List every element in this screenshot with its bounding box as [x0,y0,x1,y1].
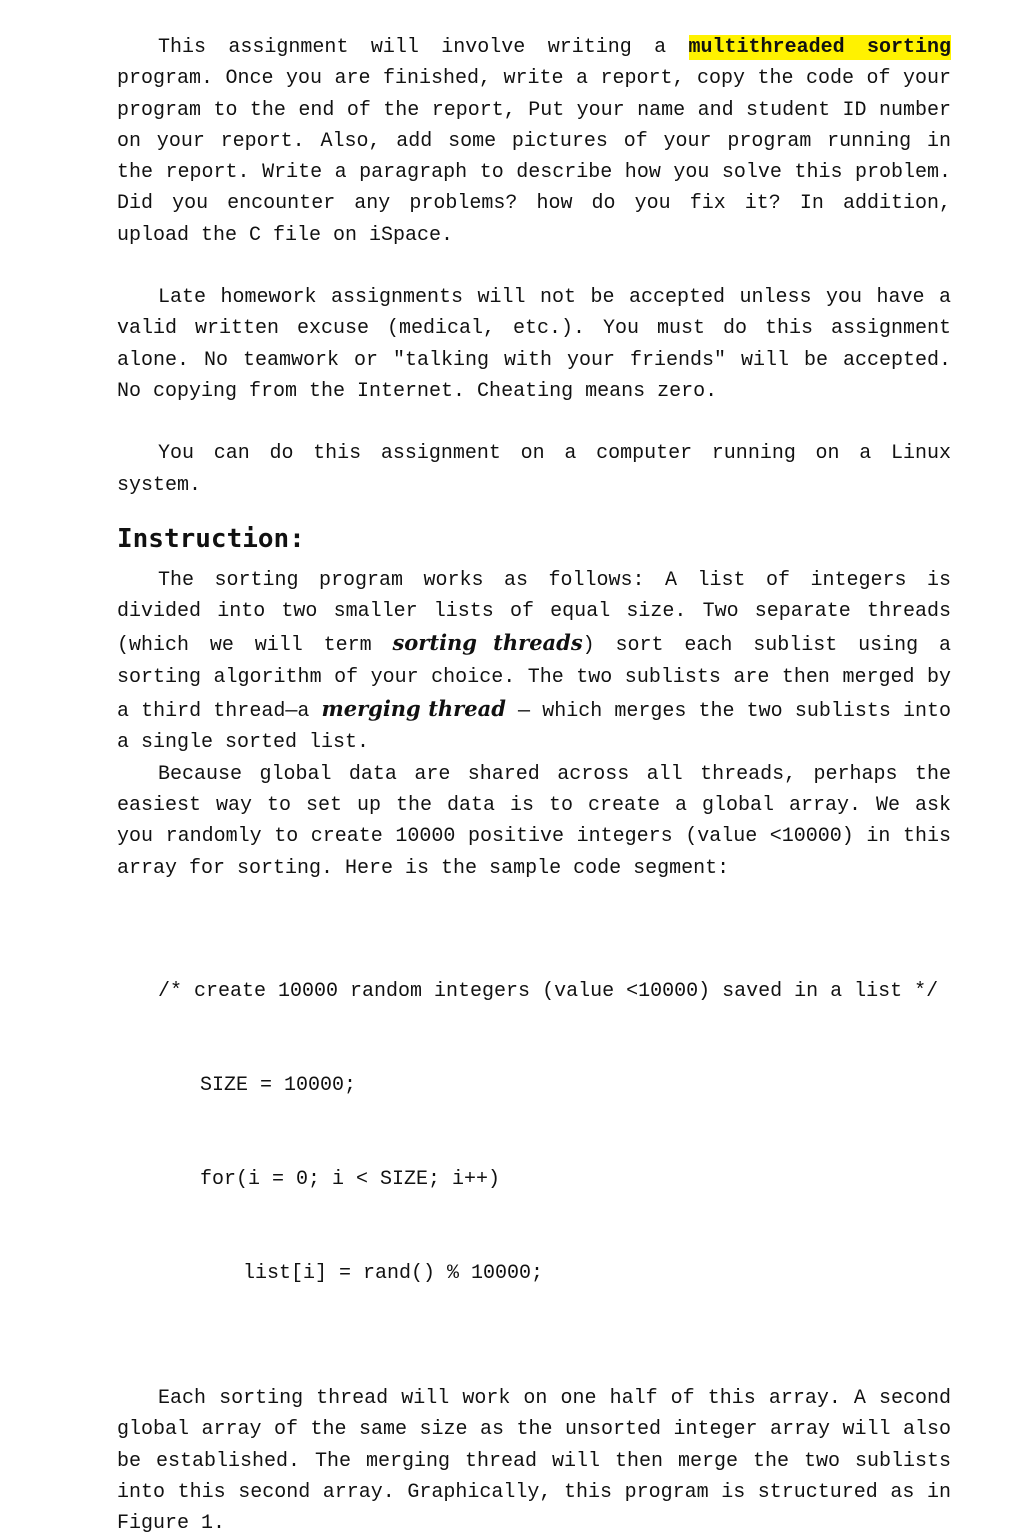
global-data-paragraph: Because global data are shared across all threads, perhaps the easiest way to set up the data is to create a global array. We ask you randomly to create 10000 positive integers (value <10000) in this array for sorting. Here is the sample code segment: [117,762,951,880]
description-text-c: — which merges the two sublists into a single sorted list. [117,700,951,755]
code-sample [117,914,951,1352]
sorting-description-paragraph [117,565,951,759]
sorting-threads-term: sorting threads [392,630,583,656]
highlighted-phrase: multithreaded sorting [688,36,951,59]
spacer [117,251,951,282]
merging-thread-term: merging thread [321,696,506,722]
intro-text-end: program. Once you are finished, write a report, copy the code of your program to the end of the report, Put your name and student ID number on your report. Also, add some pictures of your program running in the report. Write a paragraph to describe how you solve this problem. Did you encounter any problems? how do you fix it? In addition, upload the C file on iSpace. [117,67,951,247]
spacer [117,884,951,914]
document-page [117,32,951,1539]
instruction-heading: Instruction: [117,523,305,554]
intro-text-start: This assignment will involve writing a [158,36,689,59]
spacer [117,1352,951,1383]
description-text-b: ) sort each sublist using a sorting algorithm of your choice. The two sublists are then merged by a third thread—a [117,634,951,724]
linux-note-paragraph: You can do this assignment on a computer running on a Linux system. [117,442,951,497]
spacer [117,407,951,438]
code-line-for: for(i = 0; i < SIZE; i++) [200,1168,501,1192]
late-policy-paragraph: Late homework assignments will not be accepted unless you have a valid written excuse (medical, etc.). You must do this assignment alone. No teamwork or "talking with your friends" will be accepted. No copying from the Internet. Cheating means zero. [117,286,951,403]
code-line-assign: list[i] = rand() % 10000; [243,1262,544,1286]
code-line-comment: /* create 10000 random integers (value <10000) saved in a list */ [158,980,939,1004]
intro-paragraph [117,32,951,251]
sorting-thread-paragraph: Each sorting thread will work on one half of this array. A second global array of the same size as the unsorted integer array will also be established. The merging thread will then merge the two sublists into this second array. Graphically, this program is structured as in Figure 1. [117,1386,951,1536]
code-line-size: SIZE = 10000; [200,1074,357,1098]
description-text-a: The sorting program works as follows: A list of integers is divided into two smaller lists of equal size. Two separate threads (which we will term [117,568,951,658]
